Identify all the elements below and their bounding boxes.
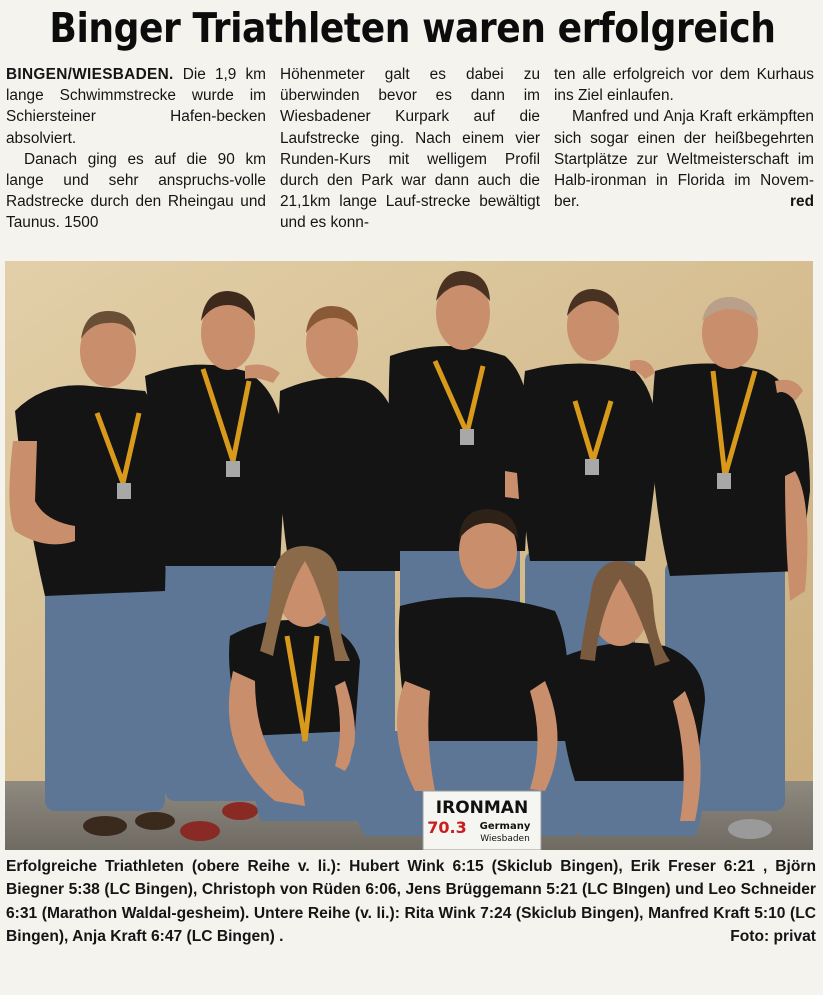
article-paragraph: Danach ging es auf die 90 km lange und sehr anspruchs-volle Radstrecke durch den Rheingau und Taunus. 1500 (6, 150, 266, 232)
paragraph-text: Die 1,9 km lange Schwimmstrecke wurde im Schiersteiner Hafen-becken absolviert. (6, 66, 266, 147)
sign-text-germany: Germany (479, 821, 531, 832)
photo-credit: Foto: privat (730, 928, 816, 946)
sign-text-ironman: IRONMAN (435, 798, 529, 818)
group-photo-illustration (5, 261, 813, 850)
article-paragraph (6, 64, 266, 149)
article-body (6, 64, 816, 254)
article-paragraph: Höhenmeter galt es dabei zu überwinden bevor es dann im Wiesbadener Kurpark auf die Laufstrecke ging. Nach einem vier Runden-Kurs mit welligem Profil durch den Park war dann auch die 21,1km lange Lauf-strecke bewältigt und es konn- (280, 66, 540, 232)
sign-text-703: 70.3 (427, 818, 467, 837)
photo-caption (6, 855, 816, 949)
caption-text: Erfolgreiche Triathleten (obere Reihe v. li.): Hubert Wink 6:15 (Skiclub Bingen), Erik Freser 6:21 , Björn Biegner 5:38 (LC Bingen), Christoph von Rüden 6:06, Jens Brüggemann 5:21 (LC BIngen) und Leo Schneider 6:31 (Marathon Waldal-gesheim). Untere Reihe (v. li.): Rita Wink 7:24 (Skiclub Bingen), Manfred Kraft 5:10 (LC Bingen), Anja Kraft 6:47 (LC Bingen) . (6, 858, 816, 946)
sign-text-wiesbaden: Wiesbaden (480, 834, 530, 844)
article-column-3 (554, 64, 814, 254)
article-column-2 (280, 64, 540, 254)
author-initials: red (790, 193, 814, 211)
article-paragraph: Manfred und Anja Kraft erkämpften sich sogar einen der heißbegehrten Startplätze zur Weltmeisterschaft im Halb-ironman in Florida im Novem-ber. (554, 108, 814, 211)
article-column-1 (6, 64, 266, 254)
group-photo (5, 261, 813, 850)
dateline: BINGEN/WIESBADEN. (6, 66, 174, 83)
headline: Binger Triathleten waren erfolgreich (49, 4, 776, 52)
ironman-sign (423, 791, 541, 850)
article-paragraph: ten alle erfolgreich vor dem Kurhaus ins Ziel einlaufen. (554, 66, 814, 105)
